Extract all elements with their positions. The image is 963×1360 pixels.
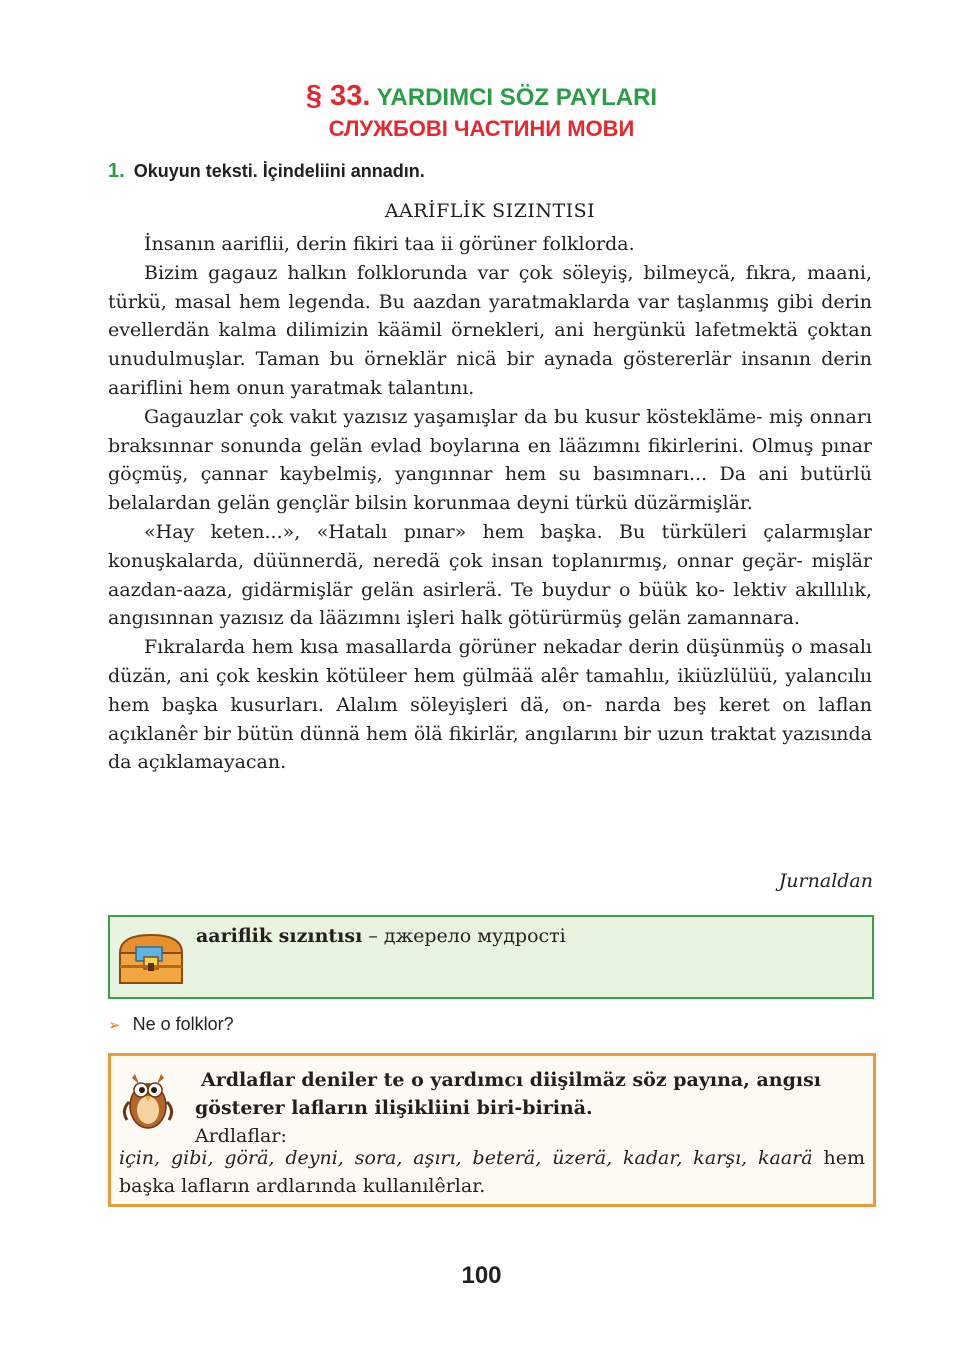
- task-instruction: [108, 160, 425, 183]
- reading-text: [108, 230, 872, 777]
- paragraph: Gagauzlar çok vakıt yazısız yaşamışlar da bu kusur köstekläme- miş onnarı braksınnar sonunda gelän evlad boylarına en lääzımnı fikirlerini. Olmuş pınar göçmüş, çannar kaybelmiş, yangınnar hem su basımnarı... Da ani butürlü belalardan gelän gençlär bilsin korunmaa deyni türkü düzärmişlär.: [108, 405, 872, 515]
- treasure-chest-icon: [114, 927, 188, 989]
- paragraph: Fıkralarda hem kısa masallarda görüner nekadar derin düşünmüş o masalı düzän, ani çok keskin kötüleer hem gülmää alêr tamahlıı, ikiüzlülüü, yalancılıı hem başka kusurları. Alalım söleyişleri dä, on- narda beş keret on laflan açıklanêr bir bütün dünnä hem ölä fikirlär, angılarını bir uzun traktat yazısında da açıklamayacan.: [108, 636, 872, 774]
- section-subtitle: СЛУЖБОВІ ЧАСТИНИ МОВИ: [328, 116, 635, 141]
- question-text: Ne o folklor?: [132, 1014, 234, 1034]
- example-tail: hem başka lafların ardlarında kullanılêrlar.: [119, 1147, 865, 1197]
- section-number: § 33.: [305, 80, 371, 112]
- glossary-box: [108, 915, 874, 999]
- paragraph: Bizim gagauz halkın folklorunda var çok söleyiş, bilmeycä, fıkra, maani, türkü, masal hem legenda. Bu aazdan yaratmaklarda var taşlanmış gibi derin evellerdän kalma dilimizin käämil örnekleri, ani hergünkü lafetmektä çoktan unudulmuşlar. Taman bu örneklär nicä bir aynada göstererlär insanın derin aariflini hem onun yaratmak talantını.: [108, 261, 872, 399]
- rule-box: [108, 1053, 876, 1207]
- rule-examples: [119, 1144, 865, 1200]
- paragraph: «Hay keten...», «Hatalı pınar» hem başka. Bu türküleri çalarmışlar konuşkalarda, düünnerdä, neredä çok insan toplanırmış, onnar geçär- mişlär aazdan-aaza, gidärmişlär gelän asirlerä. Te buydur o büük ko- lektiv akıllılık, angısınnan yazısız da lääzımnı işleri halk götürürmüş gelän zamannara.: [108, 520, 872, 630]
- rule-sub-label: Ardlaflar:: [195, 1125, 287, 1147]
- glossary-definition: – джерело мудрості: [362, 925, 566, 947]
- rule-definition: Ardlaflar deniler te o yardımcı diişilmäz söz payına, angısı gösterer lafların ilişikliini biri-birinä.: [195, 1069, 821, 1119]
- source-attribution: Jurnaldan: [778, 870, 873, 892]
- glossary-entry: [196, 925, 566, 947]
- task-number: 1.: [108, 160, 125, 182]
- arrow-bullet-icon: ➢: [108, 1017, 121, 1034]
- question: [108, 1014, 234, 1035]
- task-text: Okuyun teksti. İçindeliini annadın.: [133, 161, 425, 181]
- glossary-term: aariflik sızıntısı: [196, 925, 363, 947]
- section-title-line: [0, 80, 963, 114]
- reading-title: AARİFLİK SIZINTISI: [384, 200, 596, 222]
- page-number: 100: [461, 1262, 502, 1289]
- example-list: için, gibi, görä, deyni, sora, aşırı, beterä, üzerä, kadar, karşı, kaarä: [119, 1147, 813, 1169]
- paragraph: İnsanın aariflii, derin fikiri taa ii görüner folklorda.: [144, 233, 635, 255]
- owl-icon: [117, 1064, 179, 1134]
- section-title: YARDIMCI SÖZ PAYLARI: [376, 84, 658, 111]
- section-header: [0, 80, 963, 144]
